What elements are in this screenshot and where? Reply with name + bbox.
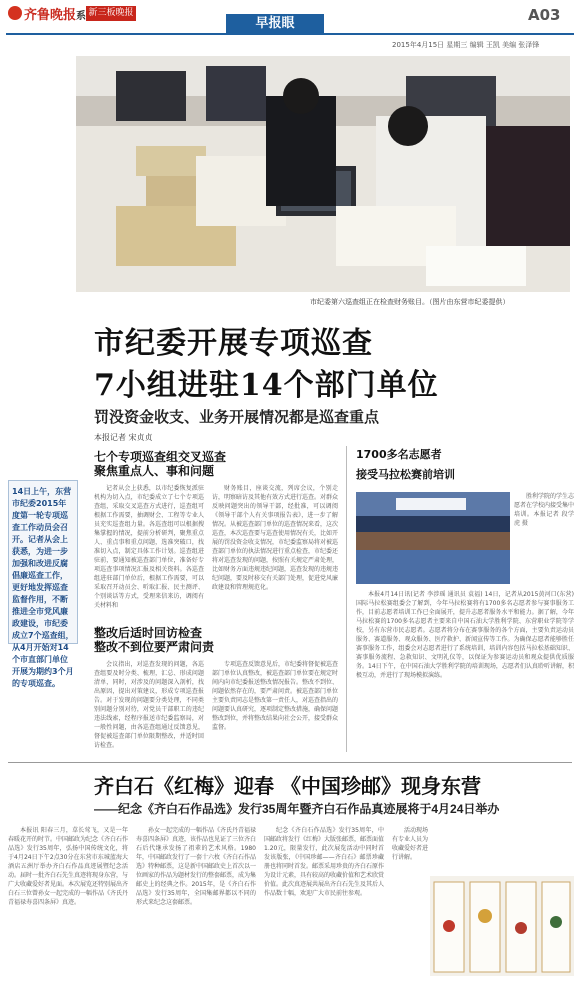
auditorium-illustration	[356, 492, 510, 584]
section2-body-col1: 会议指出，对巡查发现的问题，各巡查组要及时分类、梳理，汇总、形成问题清单，同时，对涉及的问题深入剖析，找出原因，提出对策建议，形成专项巡查报告。对于发现的问题要分类处理，不同类别问题分别对待，对党员干部职工的违纪违法线索，经程序报送市纪委监察局，对一般性问题，由各巡查组通过反馈意见，督促被巡查部门单位限期整改，并适时回访检查。	[94, 661, 204, 749]
section-title: 早报眼	[226, 14, 324, 34]
lead-headline-line2: 7小组进驻14个部门单位	[94, 368, 439, 403]
right-headline-line2: 接受马拉松赛前培训	[356, 468, 455, 481]
bottom-body-col2: 孙女一起完成的一幅作品《齐氏丹青福禄寿喜四条屏》真迹，该作品也见证了三位齐白石后代继承发扬了祖辈的艺术风格。1980年，中国邮政发行了一套十六枚《齐白石作品选》特种邮票，这是新中国邮政史上首次以一位画家的作品为题材发行的整套邮票，成为集邮史上的经典之作。2015年，是《齐白石作品选》发行35周年，全国集邮界都以不同的形式来纪念这套邮票。	[136, 827, 256, 906]
section2-body-col2: 专项巡查反馈意见后，市纪委将督促被巡查部门单位认真整改，被巡查部门单位要在规定时间内向市纪委报送整改情况报告。整改不到位、问题依然存在的，要严肃问责。被巡查部门单位主要负责同志是整改第一责任人，对巡查指出的问题要认真研究，逐项制定整改措施，确保问题整改到位，并将整改结果向社会公开，接受群众监督。	[212, 661, 338, 731]
section1-title-line1: 七个专项巡查组交叉巡查	[94, 450, 227, 464]
section-rule	[6, 33, 574, 35]
photo-caption: 市纪委第六巡查组正在检查财务账目。（图片由东营市纪委提供）	[310, 298, 510, 306]
column-divider	[346, 446, 347, 752]
section1-body-col2: 财务账目，座谈交流，列席会议，个别走访，明察暗访及其他有效方式进行巡查。对群众反映问题突出的领导干部，经批准，可以调阅《领导干部个人有关事项报告表》，进一步了解情况。从被巡查部门单位的巡查情况来看，这次巡查，本次巡查要与巡查使用情况有关，比如开展的罚没资金收支情况，市纪委监察局将对被巡查部门单位的执法情况进行重点检查，市纪委还将对巡查发现的问题，按照有关规定严肃处理，比如财务方面违规违纪问题，巡查发现的违规违纪问题，要及时移交有关部门处理，促进党风廉政建设和管理规范化。	[212, 485, 338, 591]
page-number: A03	[528, 6, 561, 24]
bottom-body-col4: 活动现场有专业人员为收藏爱好者进行讲解。	[392, 827, 428, 861]
summary-text: 14日上午，东营市纪委2015年度第一轮专项巡查工作动员会召开。记者从会上获悉，为进一步加强和改进反腐倡廉巡查工作，更好地发挥巡查监督作用，不断推进全市党风廉政建设，市纪委成立7个巡查组，从4月开始对14个市直部门单位开展为期约3个月的专项巡查。	[12, 487, 74, 688]
bottom-headline: 齐白石《红梅》迎春 《中国珍邮》现身东营	[94, 774, 481, 798]
right-headline-line1: 1700多名志愿者	[356, 448, 442, 461]
paper-logo-icon	[8, 6, 22, 20]
section2-title-line2: 整改不到位要严肃问责	[94, 640, 215, 654]
bottom-body-col1: 本报讯 阳春三月，草长莺飞，又是一年春暖花开的时节。中国邮政为纪念《齐白石作品选》发行35周年，弘扬中国传统文化，将于4月24日下午2点30分在东营市东城蓝海大酒店五洲厅举办齐白石作品真迹展暨纪念活动。届时一批齐白石先生真迹将现身东营，与广大收藏爱好者见面。本次展览还特别展出齐白石三位曾孙女一起完成的一幅作品《齐氏丹青福禄寿喜四条屏》真迹。	[8, 827, 128, 906]
dateline: 2015年4月15日 星期三 编辑 王凯 美编 张泽锋	[392, 41, 540, 49]
lead-headline-line1: 市纪委开展专项巡查	[94, 326, 373, 361]
paper-name: 齐鲁晚报系	[24, 8, 87, 23]
section2-title-line1: 整改后适时回访检查	[94, 626, 203, 640]
lead-subhead: 罚没资金收支、业务开展情况都是巡查重点	[94, 409, 380, 426]
painting-scrolls-image	[430, 876, 574, 976]
volunteer-photo-caption: 胜利学院的学生志愿者在学校内接受集中培训。本报记者 段学虎 摄	[514, 493, 574, 527]
right-article-body: 本报4月14日讯(记者 李涉瑶 通讯员 袁福) 14日，记者从2015黄河口(东营)国际马拉松赛组委会了解到，今年马拉松赛将有1700多名志愿者参与赛事服务工作，目前志愿者培训工作已全面展开，提升志愿者服务水平和能力。据了解，今年马拉松赛的1700多名志愿者主要来自中国石油大学胜利学院、东营职业学院等学校，另有东营市民志愿者。志愿者将分布在赛事服务的各个方面，主要负责运动员服务、赛道服务、观众服务、医疗救护、新闻宣传等工作。为确保志愿者能够胜任赛事服务工作，组委会对志愿者进行了系统培训，培训内容包括马拉松基础知识、赛事服务流程、急救知识、文明礼仪等，以保证为参赛运动员和观众提供优质服务。14日下午，在中国石油大学胜利学院的培训现场，志愿者们认真聆听讲解，积极互动，并进行了现场模拟演练。	[356, 591, 574, 679]
section1-body-col1: 记者从会上获悉，以市纪委恢复派驻机构为切入点，市纪委成立了七个专项巡查组，采取交叉巡查方式进行，巡查组可根据工作需要，抽调财会、工程等专业人员充实巡查组力量。各巡查组可以根据搜集掌握的情况，提前分析研判，聚焦重点人、重点事和重点问题，选准突破口，找准切入点，制定具体工作计划。巡查组进驻前，要通知被巡查部门单位，准备好专项巡查事项情况汇报及相关资料。各巡查组进驻部门单位后，根据工作需要，可以采取召开动员会、听取汇报、民主测评、个别谈话等方式，受理来信来访，调阅有关材料和	[94, 485, 204, 609]
lead-photo	[76, 56, 570, 292]
edition-tag: 新三板晚报	[86, 6, 136, 21]
volunteer-photo	[356, 492, 510, 584]
bottom-subhead: ——纪念《齐白石作品选》发行35周年暨齐白石作品真迹展将于4月24日举办	[94, 802, 500, 816]
lead-byline: 本报记者 宋贞贞	[94, 433, 153, 442]
scroll-paintings-illustration	[430, 876, 574, 976]
section1-title-line2: 聚焦重点人、事和问题	[94, 464, 215, 478]
office-scene-illustration	[76, 56, 570, 292]
bottom-divider	[8, 762, 572, 763]
bottom-body-col3: 纪念《齐白石作品选》发行35周年，中国邮政将发行《红梅》大版张邮票，邮票面值1.20元，限量发行，此次展览活动中同时首发该版张，《中国珍邮——齐白石》邮票珍藏册也将同时首发。邮票采用珍贵的齐白石原作为设计元素，具有较高的收藏价值和艺术欣赏价值。此次真迹展共展出齐白石先生及其后人作品数十幅，欢迎广大市民前往参观。	[264, 827, 384, 897]
